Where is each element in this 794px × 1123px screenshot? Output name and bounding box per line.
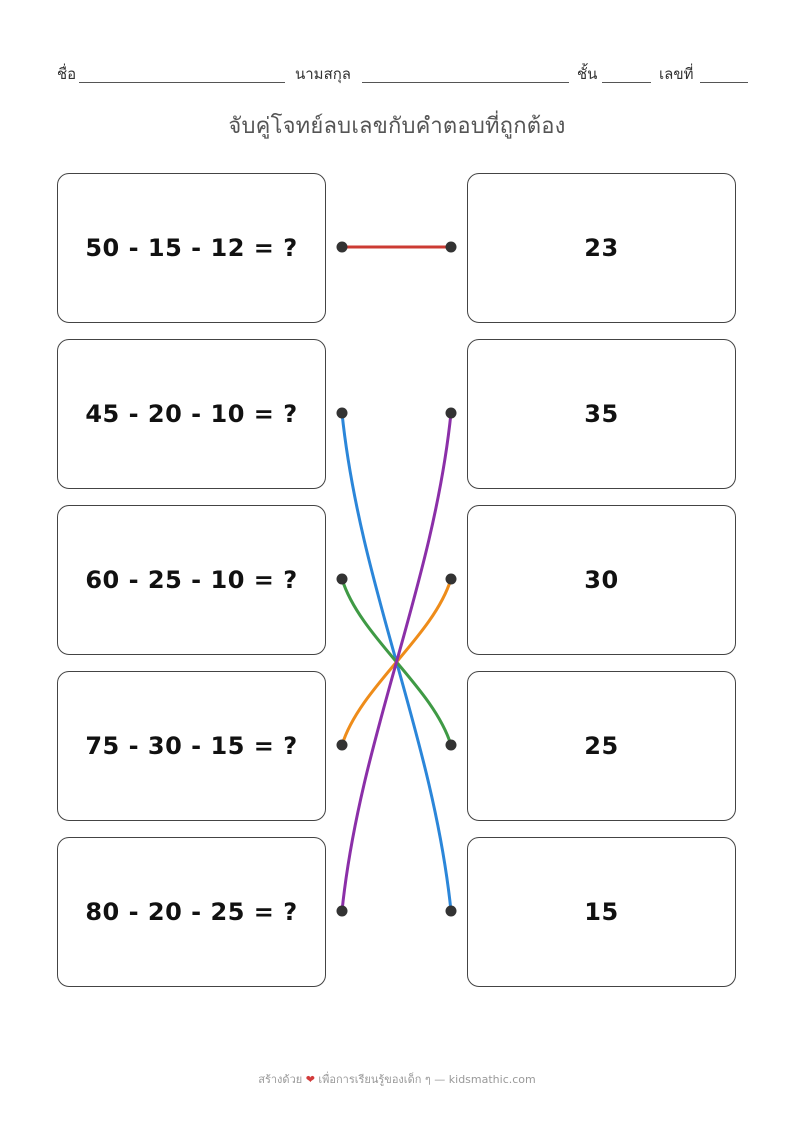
question-dot-1[interactable] — [337, 242, 348, 253]
footer-prefix: สร้างด้วย — [258, 1073, 303, 1086]
answer-card-5[interactable]: 15 — [467, 837, 736, 987]
question-dot-3[interactable] — [337, 574, 348, 585]
footer — [0, 1070, 794, 1088]
question-card-3[interactable]: 60 - 25 - 10 = ? — [57, 505, 326, 655]
question-dot-5[interactable] — [337, 906, 348, 917]
footer-suffix: เพื่อการเรียนรู้ของเด็ก ๆ — kidsmathic.com — [318, 1073, 536, 1086]
name-label: ชื่อ — [57, 65, 77, 83]
question-card-1[interactable]: 50 - 15 - 12 = ? — [57, 173, 326, 323]
question-card-4[interactable]: 75 - 30 - 15 = ? — [57, 671, 326, 821]
answer-dot-3[interactable] — [446, 574, 457, 585]
answer-card-2[interactable]: 35 — [467, 339, 736, 489]
class-label: ชั้น — [577, 65, 598, 83]
answer-dot-2[interactable] — [446, 408, 457, 419]
answer-card-1[interactable]: 23 — [467, 173, 736, 323]
worksheet-title: จับคู่โจทย์ลบเลขกับคำตอบที่ถูกต้อง — [228, 114, 566, 139]
answer-dot-5[interactable] — [446, 906, 457, 917]
question-dot-2[interactable] — [337, 408, 348, 419]
heart-icon: ❤ — [305, 1073, 315, 1086]
question-dot-4[interactable] — [337, 740, 348, 751]
answer-dot-1[interactable] — [446, 242, 457, 253]
question-card-5[interactable]: 80 - 20 - 25 = ? — [57, 837, 326, 987]
question-card-2[interactable]: 45 - 20 - 10 = ? — [57, 339, 326, 489]
number-label: เลขที่ — [659, 65, 694, 83]
connection-line-5 — [342, 413, 451, 911]
answer-dot-4[interactable] — [446, 740, 457, 751]
surname-label: นามสกุล — [295, 65, 351, 83]
answer-card-4[interactable]: 25 — [467, 671, 736, 821]
answer-card-3[interactable]: 30 — [467, 505, 736, 655]
